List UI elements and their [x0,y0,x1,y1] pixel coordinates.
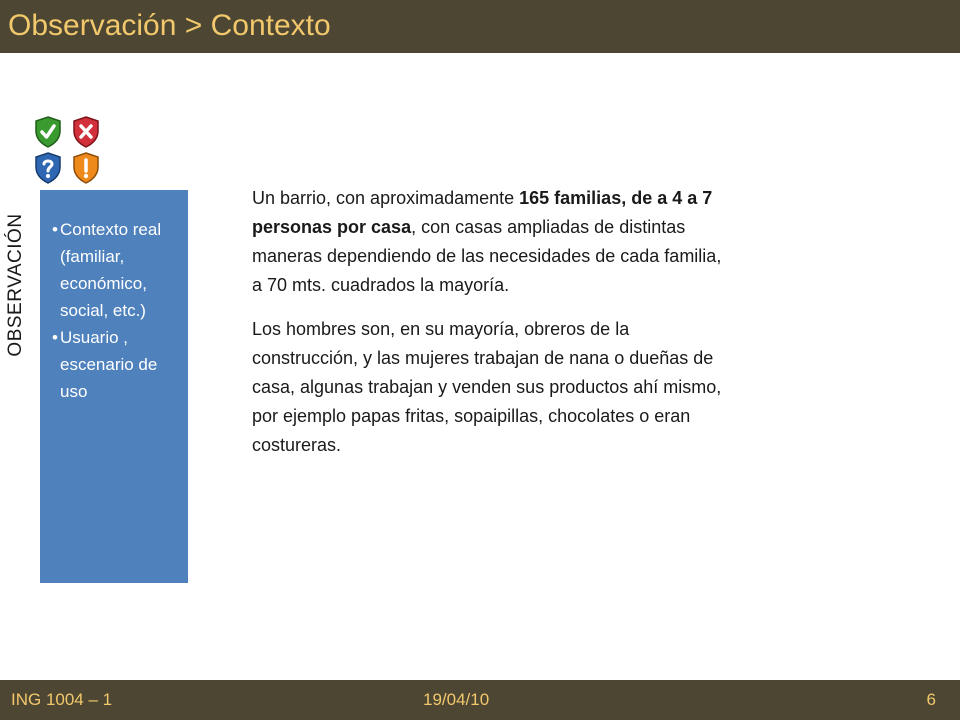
slide-title: Observación > Contexto [8,9,331,42]
bullet-text: Contexto real (familiar, económico, social, etc.) [60,220,162,320]
slide-date: 19/04/10 [423,690,490,709]
bold-text: 165 familias, de a 4 a 7 personas por casa [252,188,713,237]
vertical-section-label [2,213,30,357]
paragraph-text: Un barrio, con aproximadamente [252,188,520,208]
context-box [40,190,188,583]
bullet-item [52,324,184,405]
x-shield-icon [72,116,100,148]
paragraph-occupations: Los hombres son, en su mayoría, obreros de la construcción, y las mujeres trabajan de nana o dueñas de casa, algunas trabajan y venden sus productos ahí mismo, por ejemplo papas fritas, sopaipillas, chocolates o eran costureras. [252,319,722,455]
paragraph-text: , con casas ampliadas de distintas maneras dependiendo de las necesidades de cada familia, a 70 mts. cuadrados la mayoría. [252,217,722,295]
question-shield-icon [34,152,62,184]
bullet-item [52,216,184,324]
bullet-text: Usuario , escenario de uso [60,328,158,401]
paragraph-neighborhood [252,184,722,300]
bullet-dot: • [52,328,58,347]
body-text [252,184,722,460]
check-shield-icon [34,116,62,148]
status-icons [34,116,100,184]
footer-bar [0,680,960,720]
context-bullet-list [52,216,184,405]
observacion-label: OBSERVACIÓN [5,213,26,357]
title-bar [0,0,960,53]
warning-shield-icon [72,152,100,184]
bullet-dot: • [52,220,58,239]
course-code: ING 1004 – 1 [11,690,113,709]
slide-number: 6 [926,690,936,709]
